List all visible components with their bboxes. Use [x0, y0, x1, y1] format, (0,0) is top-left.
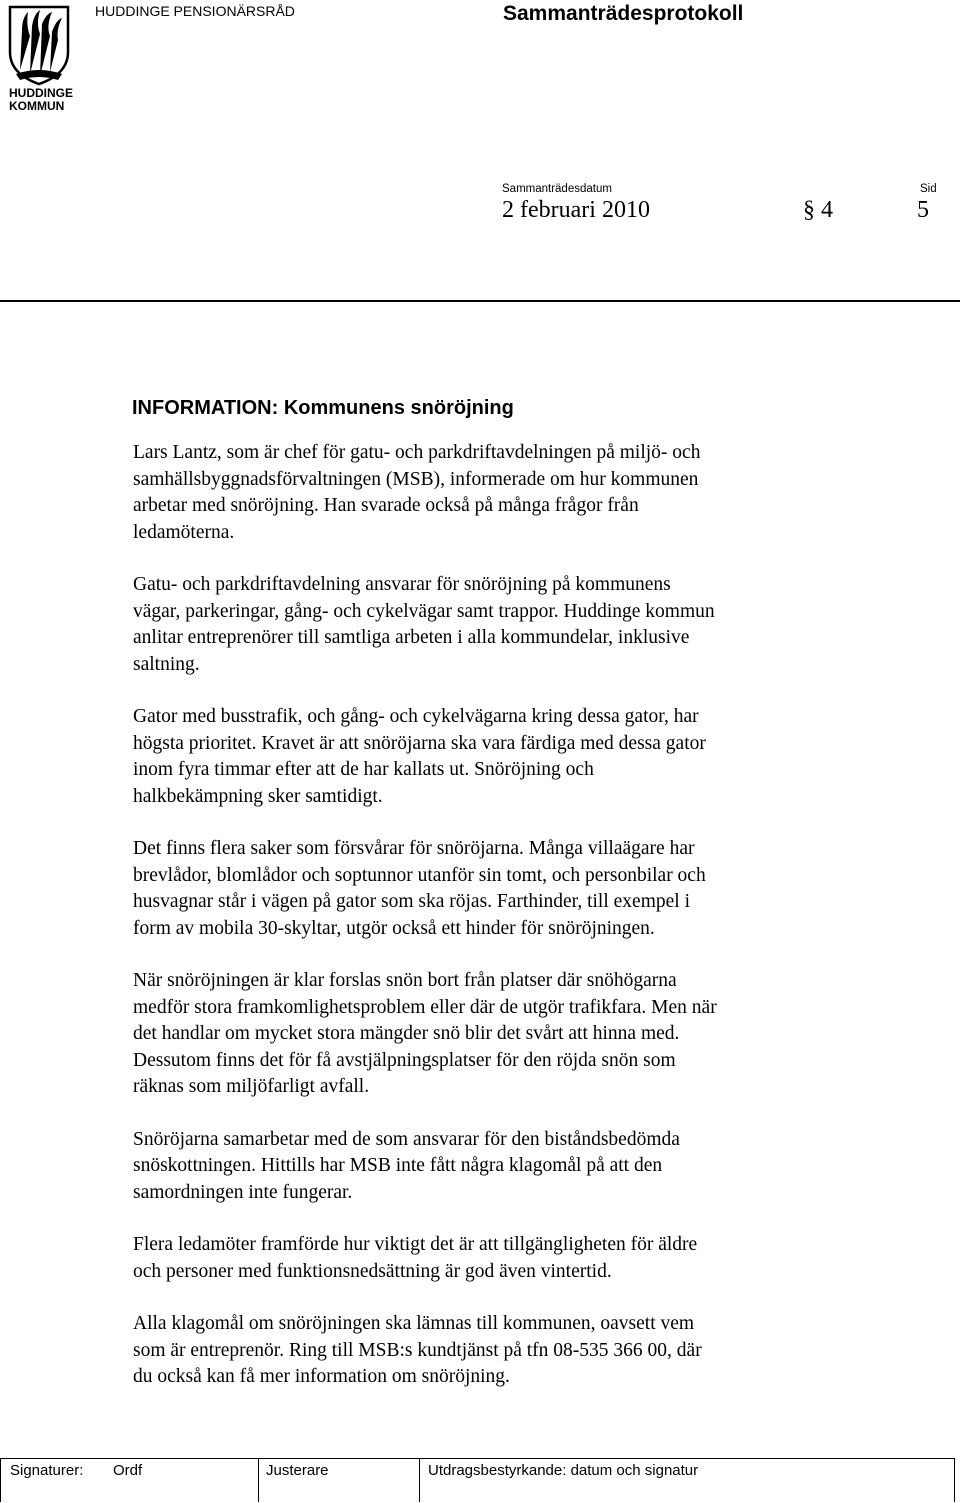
- signatures-label: Signaturer:: [10, 1462, 84, 1479]
- meeting-date: 2 februari 2010: [502, 197, 650, 223]
- text-line: När snöröjningen är klar forslas snön bort från platser där snöhögarna: [133, 970, 677, 991]
- text-line: halkbekämpning sker samtidigt.: [133, 785, 383, 807]
- text-line: brevlådor, blomlådor och soptunnor utanför sin tomt, och personbilar och: [133, 864, 706, 886]
- page-label: Sid: [920, 183, 937, 195]
- logo-text-kommun: KOMMUN: [9, 99, 65, 113]
- text-line: snöskottningen. Hittills har MSB inte fått några klagomål på att den: [133, 1155, 663, 1176]
- text-line: Alla klagomål om snöröjningen ska lämnas till kommunen, oavsett vem: [133, 1313, 695, 1334]
- paragraph: [133, 572, 893, 678]
- text-line: arbetar med snöröjning. Han svarade också på många frågor från: [133, 495, 639, 516]
- page-number: 5: [917, 197, 929, 223]
- text-line: och personer med funktionsnedsättning är god även vintertid.: [133, 1260, 612, 1282]
- signature-divider: [419, 1458, 420, 1502]
- text-line: husvagnar står i vägen på gator som ska röjas. Farthinder, till exempel i: [133, 891, 690, 912]
- header-divider: [0, 300, 960, 302]
- text-line: det handlar om mycket stora mängder snö blir det svårt att hinna med.: [133, 1023, 680, 1044]
- paragraph: [133, 1127, 893, 1207]
- text-line: du också kan få mer information om snöröjning.: [133, 1366, 510, 1387]
- organization-name: HUDDINGE PENSIONÄRSRÅD: [95, 3, 295, 19]
- text-line: vägar, parkeringar, gång- och cykelvägar samt trappor. Huddinge kommun: [133, 600, 715, 622]
- text-line: Gator med busstrafik, och gång- och cykelvägarna kring dessa gator, har: [133, 706, 699, 727]
- text-line: saltning.: [133, 653, 200, 675]
- paragraph: [133, 836, 893, 942]
- minutes-body: [133, 440, 893, 1417]
- text-line: Snöröjarna samarbetar med de som ansvarar för den biståndsbedömda: [133, 1128, 680, 1150]
- chair-signature-label: Ordf: [113, 1462, 143, 1479]
- text-line: anlitar entreprenörer till samtliga arbeten i alla kommundelar, inklusive: [133, 627, 690, 648]
- certified-extract-label: Utdragsbestyrkande: datum och signatur: [428, 1462, 699, 1479]
- text-line: samhällsbyggnadsförvaltningen (MSB), informerade om hur kommunen: [133, 468, 699, 490]
- huddinge-kommun-logo: [6, 4, 72, 116]
- paragraph: [133, 968, 893, 1101]
- text-line: Det finns flera saker som försvårar för snöröjarna. Många villaägare har: [133, 838, 695, 859]
- text-line: Flera ledamöter framförde hur viktigt det är att tillgängligheten för äldre: [133, 1234, 698, 1255]
- section-number: § 4: [803, 197, 833, 223]
- text-line: högsta prioritet. Kravet är att snöröjarna ska vara färdiga med dessa gator: [133, 732, 706, 754]
- text-line: räknas som miljöfarligt avfall.: [133, 1076, 370, 1097]
- adjuster-signature-label: Justerare: [266, 1462, 329, 1479]
- text-line: Dessutom finns det för få avstjälpningsplatser för den röjda snön som: [133, 1049, 676, 1071]
- item-heading: INFORMATION: Kommunens snöröjning: [132, 397, 514, 420]
- logo-text-huddinge: HUDDINGE: [9, 86, 74, 100]
- meeting-date-label: Sammanträdesdatum: [502, 183, 612, 195]
- document-type: Sammanträdesprotokoll: [503, 2, 744, 25]
- text-line: ledamöterna.: [133, 521, 235, 543]
- paragraph: [133, 440, 893, 546]
- paragraph: [133, 1232, 893, 1285]
- paragraph: [133, 1311, 893, 1391]
- text-line: som är entreprenör. Ring till MSB:s kundtjänst på tfn 08-535 366 00, där: [133, 1339, 702, 1361]
- text-line: samordningen inte fungerar.: [133, 1181, 353, 1203]
- text-line: medför stora framkomlighetsproblem eller där de utgör trafikfara. Men när: [133, 996, 717, 1018]
- paragraph: [133, 704, 893, 810]
- text-line: Lars Lantz, som är chef för gatu- och parkdriftavdelningen på miljö- och: [133, 442, 701, 463]
- text-line: form av mobila 30-skyltar, utgör också ett hinder för snöröjningen.: [133, 917, 655, 939]
- signature-divider: [258, 1458, 259, 1502]
- text-line: Gatu- och parkdriftavdelning ansvarar för snöröjning på kommunens: [133, 574, 671, 595]
- text-line: inom fyra timmar efter att de har kallats ut. Snöröjning och: [133, 759, 594, 780]
